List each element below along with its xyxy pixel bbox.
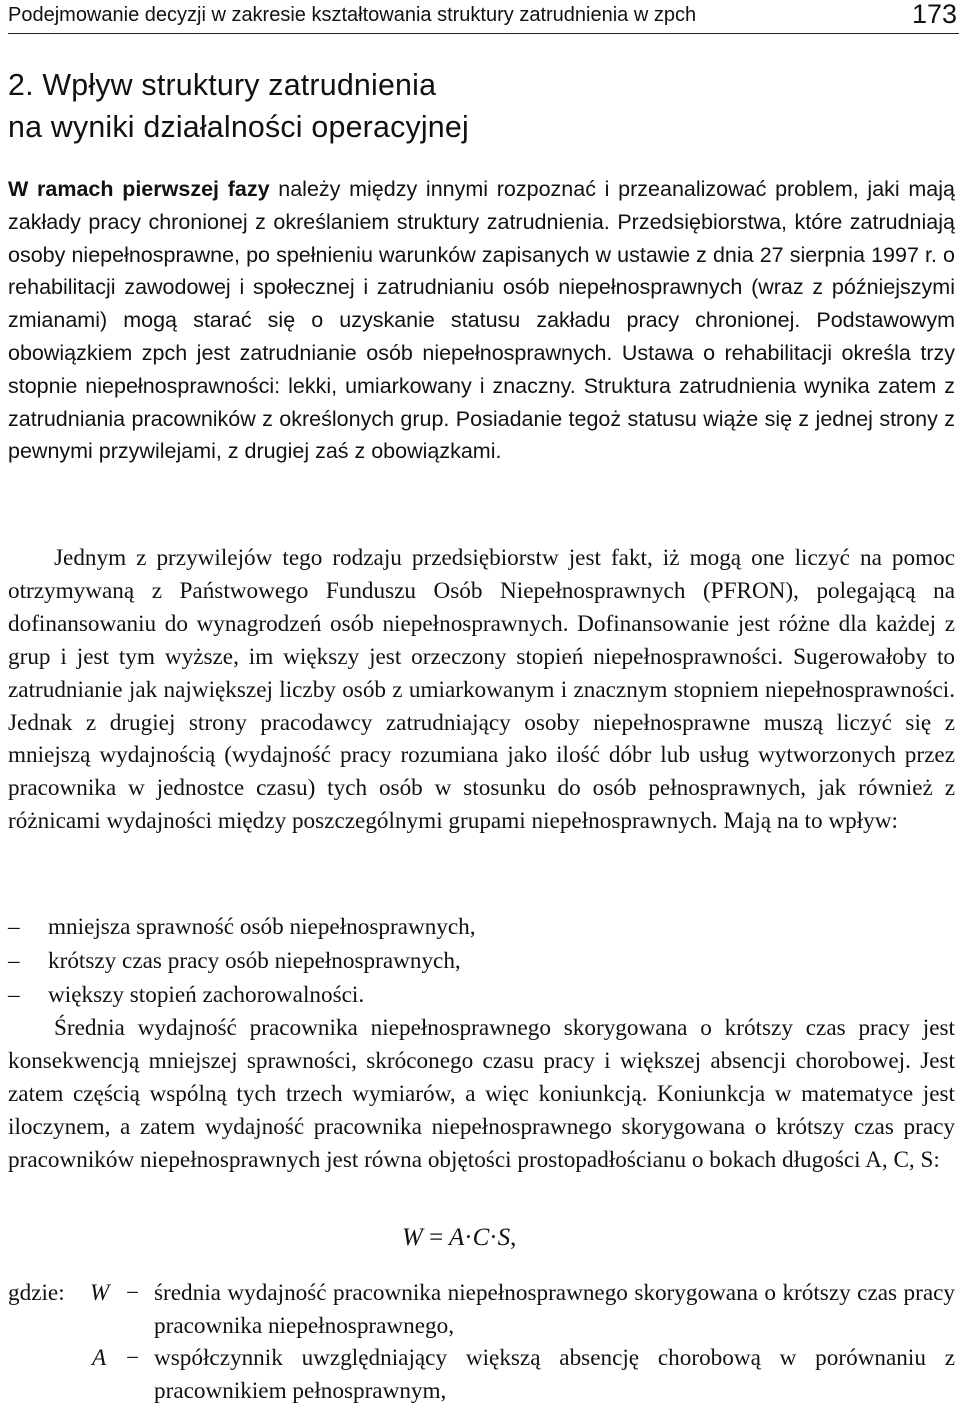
formula-dot-2: · — [489, 1224, 498, 1251]
running-title: Podejmowanie decyzji w zakresie kształtowania struktury zatrudnienia w zpch — [8, 4, 697, 26]
paragraph-privileges: Jednym z przywilejów tego rodzaju przedsiębiorstw jest fakt, iż mogą one liczyć na pomoc otrzymywaną z Państwowego Funduszu Osób Niepełnosprawnych (PFRON), polegającą na dofinansowaniu do wynagrodzeń osób niepełnosprawnych. Dofinansowanie jest różne dla każdej z grup i jest tym wyższe, im większy jest orzeczony stopień niepełnosprawności. Sugerowałoby to zatrudnianie jak największej liczby osób z umiarkowanym i znacznym stopniem niepełnosprawności. Jednak z drugiej strony pracodawcy zatrudniający osoby niepełnosprawne muszą liczyć się z mniejszą wydajnością (wydajność pracy rozumiana jako ilość dóbr lub usług wytworzonych przez pracownika w jednostce czasu) tych osób w stosunku do osób pełnosprawnych, jak również z różnicami wydajności między poszczególnymi grupami niepełnosprawnych. Mają na to wpływ: — [8, 545, 955, 835]
section-title-line-1: 2. Wpływ struktury zatrudnienia — [8, 67, 437, 102]
formula-c: C — [472, 1224, 490, 1251]
paragraph-intro — [8, 173, 955, 468]
running-header — [8, 0, 959, 34]
paragraph-intro-lead: W ramach pierwszej fazy — [8, 177, 270, 201]
formula-a: A — [449, 1224, 465, 1251]
page-number: 173 — [911, 0, 957, 29]
where-label: gdzie: — [8, 1280, 65, 1306]
symbol-definitions — [8, 1277, 955, 1407]
productivity-formula — [402, 1222, 516, 1254]
definition-symbol: A — [92, 1345, 107, 1371]
paragraph-productivity: Średnia wydajność pracownika niepełnosprawnego skorygowana o krótszy czas pracy jest konsekwencją mniejszej sprawności, skróconego czasu pracy i większej absencji chorobowej. Jest zatem częścią wspólną tych trzech wymiarów, a więc koniunkcją. Koniunkcja w matematyce jest iloczynem, a zatem wydajność pracownika niepełnosprawnego skorygowana o krótszy czas pracy pracowników niepełnosprawnych jest równa objętości prostopadłościanu o bokach długości A, C, S: — [8, 1015, 955, 1173]
formula-trail: , — [510, 1224, 517, 1251]
definition-row — [8, 1277, 955, 1342]
list-item: – większy stopień zachorowalności. — [8, 978, 955, 1012]
definition-symbol: W — [90, 1280, 110, 1306]
definition-dash: − — [126, 1280, 140, 1306]
formula-s: S — [497, 1224, 511, 1251]
paragraph-intro-text: należy między innymi rozpoznać i przeanalizować problem, jaki mają zakłady pracy chronionej z określaniem struktury zatrudnienia. Przedsiębiorstwa, które zatrudniają osoby niepełnosprawne, po spełnieniu warunków zapisanych w ustawie z dnia 27 sierpnia 1997 r. o rehabilitacji zawodowej i społecznej i zatrudnianiu osób niepełnosprawnych (wraz z późniejszymi zmianami) mogą starać się o uzyskanie statusu zakładu pracy chronionej. Podstawowym obowiązkiem zpch jest zatrudnianie osób niepełnosprawnych. Ustawa o rehabilitacji określa trzy stopnie niepełnosprawności: lekki, umiarkowany i znaczny. Struktura zatrudnienia wynika zatem z zatrudniania pracowników z określonych grup. Posiadanie tegoż statusu wiąże się z jednej strony z pewnymi przywilejami, z drugiej zaś z obowiązkami. — [8, 177, 956, 464]
definition-dash: − — [126, 1345, 140, 1371]
section-title-line-2: na wyniki działalności operacyjnej — [8, 109, 469, 144]
definition-text: współczynnik uwzględniający większą absencję chorobową w porównaniu z pracownikiem pełnosprawnym, — [154, 1345, 955, 1404]
formula-w: W — [402, 1224, 423, 1251]
formula-dot-1: · — [464, 1224, 473, 1251]
definition-row — [8, 1342, 955, 1407]
list-item: – krótszy czas pracy osób niepełnosprawnych, — [8, 944, 955, 978]
formula-equals: = — [429, 1224, 444, 1251]
list-item: – mniejsza sprawność osób niepełnosprawnych, — [8, 910, 955, 944]
factor-list — [8, 910, 955, 1012]
definition-text: średnia wydajność pracownika niepełnosprawnego skorygowana o krótszy czas pracy pracownika niepełnosprawnego, — [154, 1280, 955, 1339]
section-title — [8, 64, 469, 148]
